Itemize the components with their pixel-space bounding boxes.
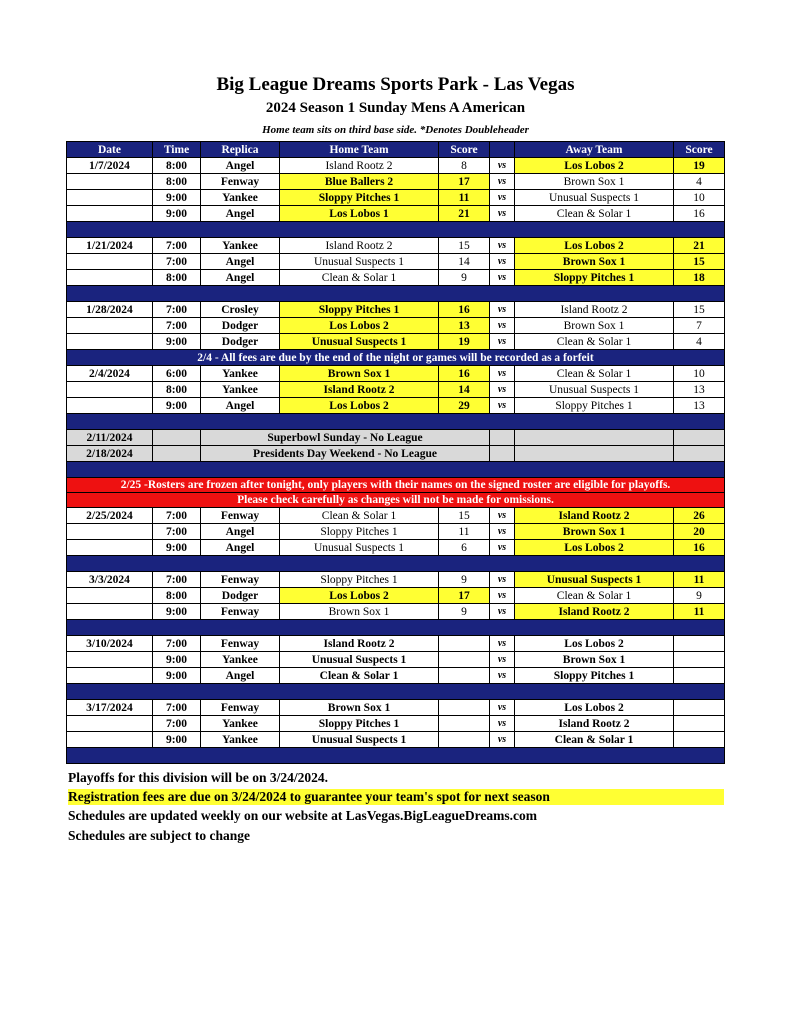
game-row [67, 190, 725, 206]
game-date [67, 716, 153, 732]
header-row [67, 142, 725, 158]
away-score: 9 [674, 588, 725, 604]
separator-row [67, 414, 725, 430]
separator-row [67, 620, 725, 636]
empty-cell [674, 430, 725, 446]
game-date: 1/7/2024 [67, 158, 153, 174]
col-vs [490, 142, 515, 158]
home-team: Los Lobos 1 [280, 206, 439, 222]
game-row [67, 382, 725, 398]
vs-label: vs [490, 524, 515, 540]
vs-label: vs [490, 366, 515, 382]
home-team: Sloppy Pitches 1 [280, 190, 439, 206]
away-team: Clean & Solar 1 [515, 588, 674, 604]
header-note: Home team sits on third base side. *Denotes Doubleheader [262, 124, 529, 136]
game-row [67, 716, 725, 732]
away-score: 11 [674, 604, 725, 620]
game-date [67, 732, 153, 748]
away-team: Sloppy Pitches 1 [515, 398, 674, 414]
field-replica: Yankee [201, 366, 280, 382]
game-date: 2/11/2024 [67, 430, 153, 446]
empty-cell [515, 430, 674, 446]
field-replica: Dodger [201, 588, 280, 604]
game-time: 8:00 [153, 382, 201, 398]
game-row [67, 652, 725, 668]
game-time: 9:00 [153, 668, 201, 684]
away-score: 18 [674, 270, 725, 286]
game-time: 9:00 [153, 652, 201, 668]
home-score: 9 [439, 604, 490, 620]
home-score [439, 716, 490, 732]
separator-row [67, 222, 725, 238]
home-team: Island Rootz 2 [280, 382, 439, 398]
home-team: Clean & Solar 1 [280, 668, 439, 684]
away-score: 10 [674, 366, 725, 382]
empty-cell [153, 430, 201, 446]
game-date: 2/18/2024 [67, 446, 153, 462]
game-row [67, 700, 725, 716]
separator-row [67, 748, 725, 764]
away-score [674, 652, 725, 668]
vs-label: vs [490, 508, 515, 524]
alert-text: Please check carefully as changes will not be made for omissions. [67, 493, 725, 508]
vs-label: vs [490, 206, 515, 222]
game-row [67, 366, 725, 382]
field-replica: Angel [201, 524, 280, 540]
game-time: 9:00 [153, 398, 201, 414]
home-team: Unusual Suspects 1 [280, 540, 439, 556]
away-team: Clean & Solar 1 [515, 366, 674, 382]
home-score: 19 [439, 334, 490, 350]
home-score: 15 [439, 508, 490, 524]
field-replica: Yankee [201, 190, 280, 206]
home-team: Unusual Suspects 1 [280, 652, 439, 668]
game-time: 7:00 [153, 636, 201, 652]
game-row [67, 508, 725, 524]
away-score: 19 [674, 158, 725, 174]
home-score: 11 [439, 190, 490, 206]
away-score [674, 700, 725, 716]
game-row [67, 158, 725, 174]
vs-label: vs [490, 668, 515, 684]
game-row [67, 524, 725, 540]
separator-cell [67, 620, 725, 636]
playoffs-note: Playoffs for this division will be on 3/24/2024. [68, 770, 329, 785]
home-score: 8 [439, 158, 490, 174]
away-team: Sloppy Pitches 1 [515, 668, 674, 684]
col-date: Date [67, 142, 153, 158]
vs-label: vs [490, 732, 515, 748]
home-team: Sloppy Pitches 1 [280, 572, 439, 588]
notice-row [67, 350, 725, 366]
field-replica: Yankee [201, 652, 280, 668]
field-replica: Dodger [201, 318, 280, 334]
game-date [67, 254, 153, 270]
separator-cell [67, 414, 725, 430]
game-date: 2/25/2024 [67, 508, 153, 524]
empty-cell [490, 430, 515, 446]
game-row [67, 540, 725, 556]
away-team: Los Lobos 2 [515, 158, 674, 174]
game-row [67, 334, 725, 350]
away-team: Island Rootz 2 [515, 508, 674, 524]
away-score [674, 636, 725, 652]
game-date [67, 270, 153, 286]
away-score: 13 [674, 382, 725, 398]
game-date [67, 382, 153, 398]
away-team: Clean & Solar 1 [515, 206, 674, 222]
game-date [67, 524, 153, 540]
home-team: Los Lobos 2 [280, 588, 439, 604]
home-team: Island Rootz 2 [280, 636, 439, 652]
game-time: 7:00 [153, 508, 201, 524]
separator-row [67, 556, 725, 572]
vs-label: vs [490, 382, 515, 398]
separator-cell [67, 684, 725, 700]
field-replica: Dodger [201, 334, 280, 350]
game-row [67, 572, 725, 588]
field-replica: Angel [201, 398, 280, 414]
game-row [67, 174, 725, 190]
away-score [674, 716, 725, 732]
field-replica: Fenway [201, 174, 280, 190]
home-team: Unusual Suspects 1 [280, 334, 439, 350]
separator-cell [67, 222, 725, 238]
game-time: 7:00 [153, 302, 201, 318]
game-time: 9:00 [153, 540, 201, 556]
field-replica: Yankee [201, 238, 280, 254]
vs-label: vs [490, 334, 515, 350]
away-score: 21 [674, 238, 725, 254]
home-score: 9 [439, 270, 490, 286]
home-score: 13 [439, 318, 490, 334]
game-row [67, 668, 725, 684]
game-row [67, 254, 725, 270]
home-team: Clean & Solar 1 [280, 508, 439, 524]
game-time: 9:00 [153, 206, 201, 222]
game-time: 8:00 [153, 270, 201, 286]
home-score: 17 [439, 174, 490, 190]
away-score [674, 668, 725, 684]
game-date [67, 206, 153, 222]
home-team: Unusual Suspects 1 [280, 732, 439, 748]
field-replica: Angel [201, 206, 280, 222]
website-note: Schedules are updated weekly on our website at LasVegas.BigLeagueDreams.com [68, 808, 538, 823]
game-date: 3/17/2024 [67, 700, 153, 716]
game-time: 6:00 [153, 366, 201, 382]
separator-row [67, 286, 725, 302]
game-row [67, 732, 725, 748]
field-replica: Angel [201, 540, 280, 556]
game-time: 7:00 [153, 572, 201, 588]
change-note: Schedules are subject to change [68, 828, 250, 843]
game-row [67, 206, 725, 222]
away-team: Island Rootz 2 [515, 716, 674, 732]
away-score [674, 732, 725, 748]
away-score: 13 [674, 398, 725, 414]
home-score: 17 [439, 588, 490, 604]
away-team: Los Lobos 2 [515, 636, 674, 652]
vs-label: vs [490, 588, 515, 604]
home-team: Brown Sox 1 [280, 700, 439, 716]
vs-label: vs [490, 190, 515, 206]
vs-label: vs [490, 174, 515, 190]
field-replica: Crosley [201, 302, 280, 318]
away-team: Unusual Suspects 1 [515, 190, 674, 206]
field-replica: Angel [201, 158, 280, 174]
home-score: 29 [439, 398, 490, 414]
away-team: Brown Sox 1 [515, 174, 674, 190]
game-time: 7:00 [153, 524, 201, 540]
game-row [67, 588, 725, 604]
empty-cell [515, 446, 674, 462]
home-score: 15 [439, 238, 490, 254]
game-date [67, 318, 153, 334]
empty-cell [153, 446, 201, 462]
away-score: 26 [674, 508, 725, 524]
registration-note: Registration fees are due on 3/24/2024 to guarantee your team's spot for next season [68, 789, 724, 805]
field-replica: Fenway [201, 700, 280, 716]
field-replica: Fenway [201, 636, 280, 652]
away-team: Unusual Suspects 1 [515, 382, 674, 398]
away-team: Brown Sox 1 [515, 318, 674, 334]
away-score: 16 [674, 540, 725, 556]
away-team: Unusual Suspects 1 [515, 572, 674, 588]
col-time: Time [153, 142, 201, 158]
home-score: 21 [439, 206, 490, 222]
game-date [67, 588, 153, 604]
game-time: 7:00 [153, 238, 201, 254]
home-team: Sloppy Pitches 1 [280, 716, 439, 732]
vs-label: vs [490, 302, 515, 318]
vs-label: vs [490, 318, 515, 334]
separator-row [67, 462, 725, 478]
home-score: 9 [439, 572, 490, 588]
separator-cell [67, 556, 725, 572]
home-team: Sloppy Pitches 1 [280, 524, 439, 540]
no-league-row [67, 446, 725, 462]
field-replica: Fenway [201, 604, 280, 620]
home-score: 16 [439, 366, 490, 382]
away-team: Los Lobos 2 [515, 540, 674, 556]
game-time: 8:00 [153, 158, 201, 174]
game-date [67, 190, 153, 206]
vs-label: vs [490, 238, 515, 254]
vs-label: vs [490, 716, 515, 732]
home-score: 14 [439, 382, 490, 398]
game-time: 8:00 [153, 588, 201, 604]
home-team: Island Rootz 2 [280, 238, 439, 254]
away-team: Los Lobos 2 [515, 238, 674, 254]
away-score: 7 [674, 318, 725, 334]
home-score [439, 732, 490, 748]
col-away-score: Score [674, 142, 725, 158]
home-score [439, 652, 490, 668]
game-time: 9:00 [153, 190, 201, 206]
home-team: Los Lobos 2 [280, 398, 439, 414]
game-date: 3/3/2024 [67, 572, 153, 588]
col-home-team: Home Team [280, 142, 439, 158]
vs-label: vs [490, 700, 515, 716]
game-row [67, 270, 725, 286]
home-score: 14 [439, 254, 490, 270]
vs-label: vs [490, 254, 515, 270]
field-replica: Yankee [201, 716, 280, 732]
page-subtitle: 2024 Season 1 Sunday Mens A American [265, 100, 526, 116]
home-team: Clean & Solar 1 [280, 270, 439, 286]
home-team: Blue Ballers 2 [280, 174, 439, 190]
field-replica: Yankee [201, 732, 280, 748]
separator-cell [67, 462, 725, 478]
field-replica: Fenway [201, 508, 280, 524]
away-team: Island Rootz 2 [515, 302, 674, 318]
alert-row [67, 493, 725, 508]
vs-label: vs [490, 604, 515, 620]
away-team: Clean & Solar 1 [515, 732, 674, 748]
vs-label: vs [490, 572, 515, 588]
schedule-table [66, 141, 725, 764]
game-date [67, 540, 153, 556]
away-score: 16 [674, 206, 725, 222]
game-time: 8:00 [153, 174, 201, 190]
away-score: 11 [674, 572, 725, 588]
col-home-score: Score [439, 142, 490, 158]
away-score: 10 [674, 190, 725, 206]
field-replica: Fenway [201, 572, 280, 588]
away-team: Los Lobos 2 [515, 700, 674, 716]
vs-label: vs [490, 652, 515, 668]
home-score [439, 636, 490, 652]
away-score: 4 [674, 174, 725, 190]
game-time: 7:00 [153, 318, 201, 334]
col-away-team: Away Team [515, 142, 674, 158]
no-league-text: Presidents Day Weekend - No League [201, 446, 490, 462]
game-time: 7:00 [153, 254, 201, 270]
game-date [67, 398, 153, 414]
game-time: 7:00 [153, 716, 201, 732]
vs-label: vs [490, 158, 515, 174]
separator-cell [67, 286, 725, 302]
field-replica: Angel [201, 668, 280, 684]
game-date [67, 174, 153, 190]
empty-cell [674, 446, 725, 462]
away-team: Clean & Solar 1 [515, 334, 674, 350]
game-date [67, 334, 153, 350]
home-team: Brown Sox 1 [280, 604, 439, 620]
away-team: Island Rootz 2 [515, 604, 674, 620]
vs-label: vs [490, 540, 515, 556]
vs-label: vs [490, 636, 515, 652]
home-score: 11 [439, 524, 490, 540]
home-score [439, 668, 490, 684]
game-row [67, 636, 725, 652]
game-date: 3/10/2024 [67, 636, 153, 652]
game-time: 7:00 [153, 700, 201, 716]
game-date: 2/4/2024 [67, 366, 153, 382]
col-replica: Replica [201, 142, 280, 158]
vs-label: vs [490, 270, 515, 286]
game-row [67, 238, 725, 254]
field-replica: Angel [201, 270, 280, 286]
home-team: Los Lobos 2 [280, 318, 439, 334]
alert-row [67, 478, 725, 493]
game-row [67, 604, 725, 620]
notice-text: 2/4 - All fees are due by the end of the night or games will be recorded as a forfeit [67, 350, 725, 366]
separator-cell [67, 748, 725, 764]
away-team: Brown Sox 1 [515, 524, 674, 540]
game-date: 1/21/2024 [67, 238, 153, 254]
game-time: 9:00 [153, 604, 201, 620]
away-team: Brown Sox 1 [515, 652, 674, 668]
separator-row [67, 684, 725, 700]
schedule-body [67, 158, 725, 764]
home-score: 16 [439, 302, 490, 318]
home-team: Unusual Suspects 1 [280, 254, 439, 270]
game-date [67, 668, 153, 684]
page-title: Big League Dreams Sports Park - Las Vegas [216, 74, 575, 95]
no-league-text: Superbowl Sunday - No League [201, 430, 490, 446]
away-team: Sloppy Pitches 1 [515, 270, 674, 286]
away-score: 4 [674, 334, 725, 350]
game-date [67, 604, 153, 620]
game-row [67, 302, 725, 318]
game-row [67, 398, 725, 414]
game-date: 1/28/2024 [67, 302, 153, 318]
home-score [439, 700, 490, 716]
no-league-row [67, 430, 725, 446]
empty-cell [490, 446, 515, 462]
home-score: 6 [439, 540, 490, 556]
away-score: 15 [674, 302, 725, 318]
away-score: 15 [674, 254, 725, 270]
alert-text: 2/25 -Rosters are frozen after tonight, only players with their names on the signed roster are eligible for playoffs. [67, 478, 725, 493]
game-time: 9:00 [153, 334, 201, 350]
away-team: Brown Sox 1 [515, 254, 674, 270]
field-replica: Yankee [201, 382, 280, 398]
game-date [67, 652, 153, 668]
vs-label: vs [490, 398, 515, 414]
game-row [67, 318, 725, 334]
away-score: 20 [674, 524, 725, 540]
home-team: Sloppy Pitches 1 [280, 302, 439, 318]
game-time: 9:00 [153, 732, 201, 748]
home-team: Island Rootz 2 [280, 158, 439, 174]
field-replica: Angel [201, 254, 280, 270]
home-team: Brown Sox 1 [280, 366, 439, 382]
